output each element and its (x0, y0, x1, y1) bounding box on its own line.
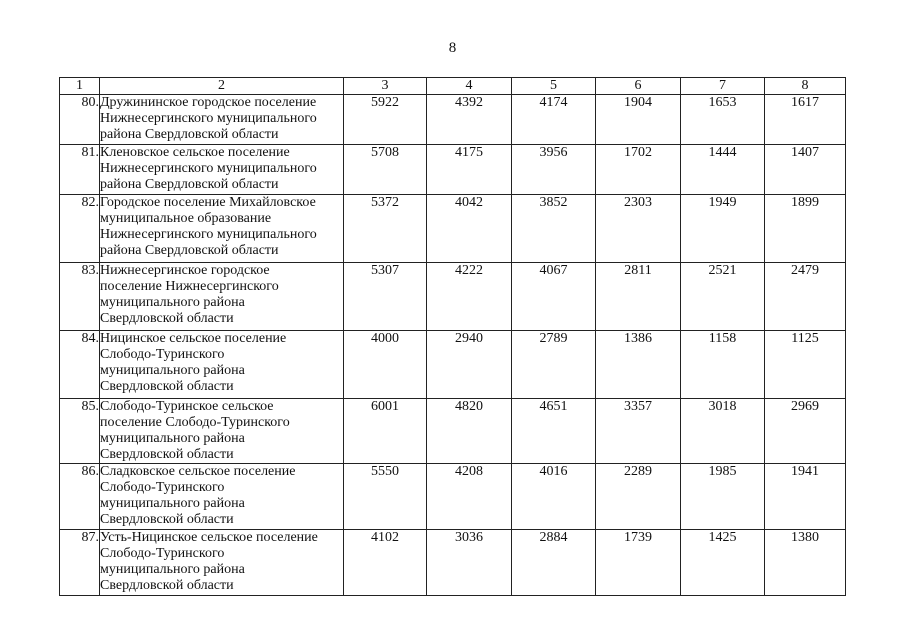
settlement-name-line: муниципального района (100, 431, 245, 446)
settlement-name-line: Дружининское городское поселение (100, 95, 317, 110)
value-col-7: 3018 (681, 399, 765, 464)
row-number: 85. (60, 399, 100, 464)
row-number: 87. (60, 530, 100, 596)
table-body (60, 95, 846, 596)
value-col-4: 4392 (427, 95, 512, 145)
page-number: 8 (448, 40, 457, 56)
value-col-6: 1386 (596, 331, 681, 399)
settlement-name-line: муниципального района (100, 295, 245, 310)
settlement-name-line: Слободо-Туринского (100, 480, 225, 495)
value-col-6: 1739 (596, 530, 681, 596)
value-col-4: 4222 (427, 263, 512, 331)
value-col-6: 3357 (596, 399, 681, 464)
settlement-name (100, 399, 344, 464)
value-col-8: 1899 (765, 195, 846, 263)
value-col-8: 1617 (765, 95, 846, 145)
column-header-4: 4 (427, 78, 512, 95)
row-number: 80. (60, 95, 100, 145)
settlement-name-line: муниципальное образование (100, 211, 272, 226)
table-row (60, 464, 846, 530)
settlement-name (100, 145, 344, 195)
value-col-5: 4174 (512, 95, 596, 145)
settlement-name-line: Ницинское сельское поселение (100, 331, 287, 346)
value-col-8: 2479 (765, 263, 846, 331)
table-row (60, 95, 846, 145)
settlement-name-line: муниципального района (100, 363, 245, 378)
value-col-3: 5372 (344, 195, 427, 263)
value-col-6: 2811 (596, 263, 681, 331)
settlement-name-line: муниципального района (100, 496, 245, 511)
settlement-name-line: Свердловской области (100, 578, 234, 593)
row-number: 82. (60, 195, 100, 263)
value-col-3: 5307 (344, 263, 427, 331)
value-col-3: 4102 (344, 530, 427, 596)
table-row (60, 530, 846, 596)
value-col-5: 2789 (512, 331, 596, 399)
value-col-6: 1702 (596, 145, 681, 195)
column-header-2: 2 (100, 78, 344, 95)
settlement-name-line: Нижнесергинского муниципального (100, 161, 317, 176)
value-col-8: 1941 (765, 464, 846, 530)
settlement-name-line: Кленовское сельское поселение (100, 145, 290, 160)
value-col-6: 2303 (596, 195, 681, 263)
value-col-5: 3956 (512, 145, 596, 195)
value-col-8: 1125 (765, 331, 846, 399)
value-col-3: 5550 (344, 464, 427, 530)
value-col-5: 3852 (512, 195, 596, 263)
value-col-4: 4042 (427, 195, 512, 263)
table-row (60, 263, 846, 331)
table-header (60, 78, 846, 95)
value-col-3: 5922 (344, 95, 427, 145)
value-col-7: 1444 (681, 145, 765, 195)
settlement-name (100, 95, 344, 145)
settlement-name-line: Свердловской области (100, 379, 234, 394)
settlement-name-line: Свердловской области (100, 512, 234, 527)
value-col-7: 1653 (681, 95, 765, 145)
row-number: 86. (60, 464, 100, 530)
settlement-name-line: Сладковское сельское поселение (100, 464, 296, 479)
settlement-name-line: муниципального района (100, 562, 245, 577)
settlement-name-line: поселение Слободо-Туринского (100, 415, 290, 430)
value-col-3: 6001 (344, 399, 427, 464)
settlement-name-line: Нижнесергинского муниципального (100, 111, 317, 126)
column-header-3: 3 (344, 78, 427, 95)
settlement-name-line: поселение Нижнесергинского (100, 279, 279, 294)
settlement-name (100, 263, 344, 331)
value-col-5: 4067 (512, 263, 596, 331)
value-col-3: 5708 (344, 145, 427, 195)
value-col-3: 4000 (344, 331, 427, 399)
value-col-5: 2884 (512, 530, 596, 596)
value-col-5: 4651 (512, 399, 596, 464)
value-col-7: 1985 (681, 464, 765, 530)
value-col-8: 1380 (765, 530, 846, 596)
row-number: 83. (60, 263, 100, 331)
column-header-1: 1 (60, 78, 100, 95)
table-row (60, 145, 846, 195)
value-col-7: 2521 (681, 263, 765, 331)
column-header-5: 5 (512, 78, 596, 95)
column-header-7: 7 (681, 78, 765, 95)
value-col-8: 1407 (765, 145, 846, 195)
table-row (60, 399, 846, 464)
settlement-name-line: Свердловской области (100, 311, 234, 326)
settlement-name-line: Нижнесергинского муниципального (100, 227, 317, 242)
row-number: 81. (60, 145, 100, 195)
column-header-6: 6 (596, 78, 681, 95)
value-col-6: 2289 (596, 464, 681, 530)
column-header-8: 8 (765, 78, 846, 95)
settlement-name (100, 195, 344, 263)
settlement-name-line: Свердловской области (100, 447, 234, 462)
value-col-4: 4175 (427, 145, 512, 195)
header-row (60, 78, 846, 95)
settlement-name (100, 530, 344, 596)
settlement-name-line: района Свердловской области (100, 243, 279, 258)
value-col-4: 4820 (427, 399, 512, 464)
settlement-name-line: района Свердловской области (100, 177, 279, 192)
settlement-name (100, 331, 344, 399)
settlement-name (100, 464, 344, 530)
settlement-name-line: Слободо-Туринского (100, 347, 225, 362)
data-table (59, 77, 846, 596)
settlement-name-line: Усть-Ницинское сельское поселение (100, 530, 318, 545)
value-col-4: 2940 (427, 331, 512, 399)
settlement-name-line: района Свердловской области (100, 127, 279, 142)
value-col-7: 1158 (681, 331, 765, 399)
settlement-name-line: Городское поселение Михайловское (100, 195, 316, 210)
settlement-name-line: Слободо-Туринского (100, 546, 225, 561)
value-col-4: 4208 (427, 464, 512, 530)
value-col-8: 2969 (765, 399, 846, 464)
value-col-4: 3036 (427, 530, 512, 596)
value-col-7: 1949 (681, 195, 765, 263)
value-col-7: 1425 (681, 530, 765, 596)
table-row (60, 195, 846, 263)
table-row (60, 331, 846, 399)
settlement-name-line: Нижнесергинское городское (100, 263, 270, 278)
value-col-5: 4016 (512, 464, 596, 530)
settlement-name-line: Слободо-Туринское сельское (100, 399, 274, 414)
row-number: 84. (60, 331, 100, 399)
value-col-6: 1904 (596, 95, 681, 145)
